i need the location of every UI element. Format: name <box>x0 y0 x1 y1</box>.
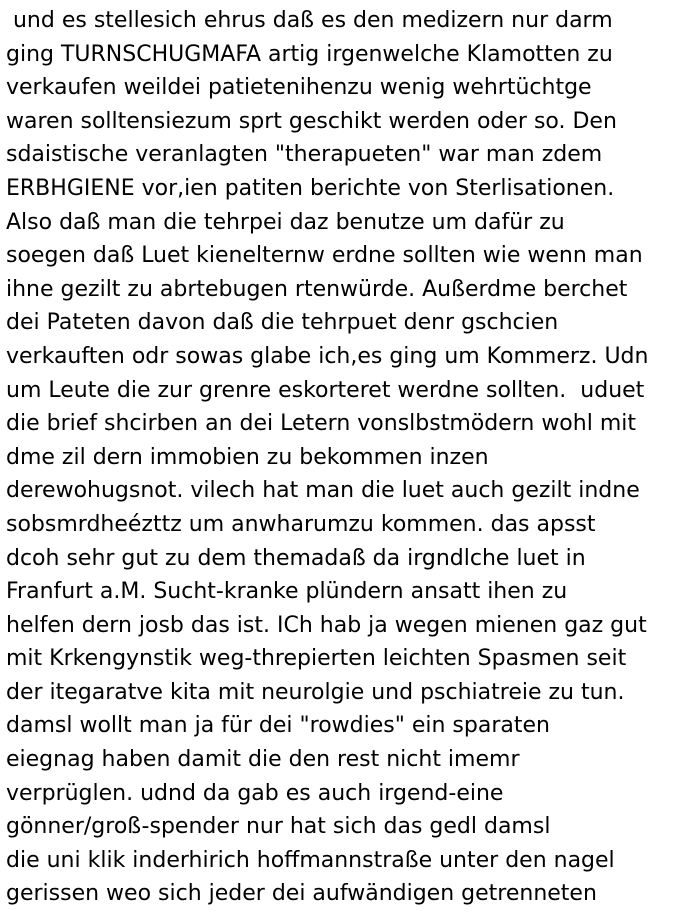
text-line: sdaistische veranlagten "therapueten" war man zdem <box>6 142 603 168</box>
text-line: verkaufen weildei patietenihenzu wenig wehrtüchtge <box>6 75 592 101</box>
text-line: Franfurt a.M. Sucht-kranke plündern ansatt ihen zu <box>6 579 568 605</box>
text-line: die brief shcirben an dei Letern vonslbstmödern wohl mit <box>6 411 636 437</box>
text-line: Also daß man die tehrpei daz benutze um dafür zu <box>6 209 565 235</box>
text-line: gerissen weo sich jeder dei aufwändigen getrenneten <box>6 881 597 907</box>
text-line: ging TURNSCHUGMAFA artig irgenwelche Klamotten zu <box>6 41 613 67</box>
text-line: damsl wollt man ja für dei "rowdies" ein sparaten <box>6 713 550 739</box>
text-line: ihne gezilt zu abrtebugen rtenwürde. Außerdme berchet <box>6 276 628 302</box>
text-line: der itegaratve kita mit neurolgie und pschiatreie zu tun. <box>6 679 625 705</box>
text-line: ERBHGIENE vor,ien patiten berichte von Sterlisationen. <box>6 175 615 201</box>
text-line: derewohugsnot. vilech hat man die luet auch gezilt indne <box>6 478 640 504</box>
text-line: sobsmrdheézttz um anwharumzu kommen. das apsst <box>6 511 596 537</box>
text-line: verkauften odr sowas glabe ich,es ging um Kommerz. Udn <box>6 343 649 369</box>
text-line: helfen dern josb das ist. ICh hab ja wegen mienen gaz gut <box>6 612 647 638</box>
document-body <box>6 4 682 911</box>
text-line: und es stellesich ehrus daß es den medizern nur darm <box>6 8 613 33</box>
text-line: mit Krkengynstik weg-threpierten leichten Spasmen seit <box>6 646 627 672</box>
text-line: eiegnag haben damit die den rest nicht imemr <box>6 747 520 773</box>
text-line: waren solltensiezum sprt geschikt werden oder so. Den <box>6 108 617 134</box>
text-line: dei Pateten davon daß die tehrpuet denr gschcien <box>6 310 559 336</box>
text-line: dme zil dern immobien zu bekommen inzen <box>6 444 489 470</box>
text-line: soegen daß Luet kienelternw erdne sollten wie wenn man <box>6 243 643 269</box>
text-line: gönner/groß-spender nur hat sich das gedl damsl <box>6 814 551 840</box>
text-line: verprüglen. udnd da gab es auch irgend-eine <box>6 780 504 806</box>
text-line: dcoh sehr gut zu dem themadaß da irgndlche luet in <box>6 545 586 571</box>
text-line: um Leute die zur grenre eskorteret werdne sollten. uduet <box>6 377 645 403</box>
text-line: die uni klik inderhirich hoffmannstraße unter den nagel <box>6 847 615 873</box>
